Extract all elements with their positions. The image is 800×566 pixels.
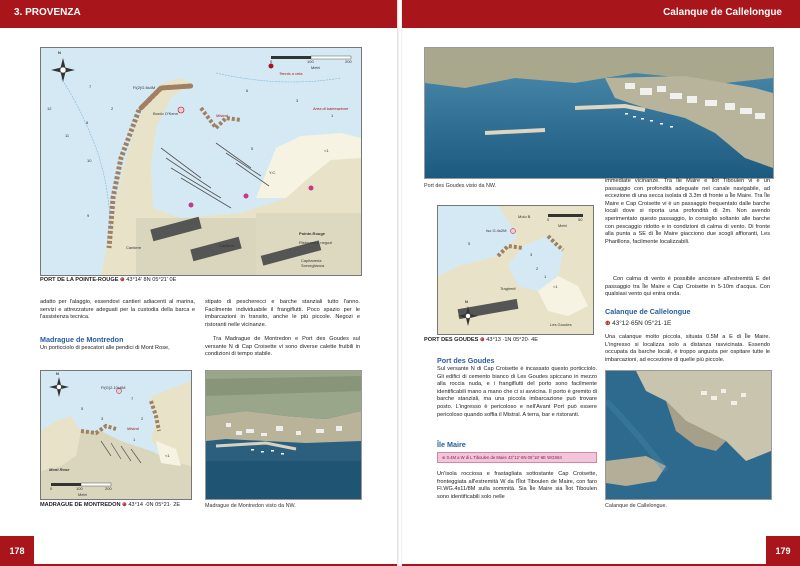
pointe-rouge-label: Pointe-Rouge [299, 231, 325, 236]
map3-caption-name: PORT DES GOUDES [424, 337, 479, 343]
photo-montredon-caption: Madrague de Montredon visto da NW. [205, 503, 296, 509]
section-header-title: Calanque de Callelongue [663, 7, 782, 18]
depth-12: <1 [324, 148, 329, 153]
map3-depth-5: 5 [468, 241, 471, 246]
depth-11: 1 [331, 113, 334, 118]
capitaneria-label: Capitaneria [301, 258, 322, 263]
callelongue-coords-text: 43°12·65N 05°21·1E [612, 320, 672, 327]
right-page-number: 179 [766, 536, 800, 566]
scale-label-200: 200 [345, 59, 352, 64]
photo-montredon [205, 370, 362, 500]
map3-depth-1: 3 [530, 252, 533, 257]
maire-waypoint-box: ⊕ 0.4M a W di L Tiboulen de Maire 43°12'·8N 05°18'·6E WGS84 [437, 452, 597, 463]
map2-depth-6: <1 [165, 453, 170, 458]
map1-caption-name: PORT DE LA POINTE-ROUGE [40, 277, 119, 283]
map-pointe-rouge [40, 47, 362, 276]
map2-scale-unit: Metri [78, 492, 87, 497]
photo-callelongue-caption: Calanque de Callelongue. [605, 503, 668, 509]
photo-goudes-caption: Port des Goudes visto da NW. [424, 183, 497, 189]
traghetti-label: Traghetti [500, 286, 516, 291]
area-label: Area di balneazione [313, 106, 349, 111]
scale-unit: Metri [311, 65, 320, 70]
right-column-text-2: Con calma di vento è possibile ancorare all'estremità E del passaggio tra Île Maire e Cap Croisette in 5-10m d'acqua. Con qualsiasi vento qui entra onda. [605, 276, 770, 298]
section-title-maire: Île Maire [437, 440, 466, 449]
paragraph-2: Un porticciolo di pescatori alle pendici di Mont Rose, [40, 345, 170, 351]
map2-depth-4: 2 [141, 416, 144, 421]
map-port-des-goudes [437, 205, 594, 335]
tennis-label: Tennis a vela [279, 71, 303, 76]
right-header [402, 0, 800, 26]
mistral-label: Mistral [216, 113, 228, 118]
callelongue-coords [605, 319, 671, 327]
map2-depth-1: 5 [81, 406, 84, 411]
column2-text: stipato di pescherecci e barche stanziali tutto l'anno. Facilmente individuabile il frangiflutti. Poco spazio per le imbarcazioni in transito, anche le più piccole. Negozi e ristoranti nelle vicinanze. [205, 299, 360, 328]
ristoranti-label: Ristoranti e negozi [299, 240, 333, 245]
waypoint-icon: ⊕ [479, 337, 485, 343]
map2-mistral-label: Mistral [127, 426, 139, 431]
chapter-title: 3. PROVENZA [14, 7, 81, 18]
depth-1: 2 [111, 106, 114, 111]
cantiere-label: Cantiere [126, 245, 142, 250]
map3-caption-coords: 43°13 ·1N 05°20· 4E [486, 337, 538, 343]
depth-2: 7 [89, 84, 92, 89]
map3-caption [424, 337, 538, 343]
north-label: N [58, 50, 61, 55]
depth-7: 9 [87, 213, 90, 218]
capitaneria2-label: Sorveglianza [301, 263, 325, 268]
depth-8: 6 [246, 88, 249, 93]
section-title-callelongue: Calanque de Callelongue [605, 307, 691, 316]
depth-3: 12 [47, 106, 52, 111]
map2-north-label: N [56, 371, 59, 376]
map3-light-label: Iso G.4s2M [486, 228, 507, 233]
waypoint-icon: ⊕ [119, 277, 125, 283]
photo-montredon-drawing [206, 371, 361, 499]
molo-label: Molo B [518, 214, 531, 219]
scale-label-0: 0 [270, 59, 273, 64]
callelongue-text: Una calanque molto piccola, situata 0.5M a E di Île Maire. L'ingresso si localizza solo a distanza ravvicinata. Essendo occupata da barche locali, è troppo angusta per ospitare tutte le imbarcazioni, ad eccezione di quelle più piccole. [605, 334, 770, 363]
right-column-text: immediate vicinanze. Tra Île Maire e Îlot Tiboulen vi è un passaggio con profondità adeguate nel canale navigabile, ad eccezione di una secca isolata di 3.3m di fronte a Île Maire. Tra Île Maire e Cap Croisette vi è un passaggio frequentato dalle barche locali dove si riporta una profondità di 2m. Non avendo sperimentato questo passaggio, lo consiglio soltanto alle barche con pescaggio ridotto e in condizioni di calma di vento. Di fronte alla punta a SE di Île Maire giacciono due scogli affioranti, Les Pharillons, facilmente localizzabili. [605, 178, 770, 245]
map-montredon [40, 370, 192, 500]
photo-goudes-drawing [425, 48, 773, 178]
map2-light-label: Fl(G)2.10s6M [101, 385, 126, 390]
maire-text: Un'isola rocciosa e frastagliata sottostante Cap Croisette, fronteggiata all'estremità W da l'Îlot Tiboulen de Maire, con faro Fl.WG.4s11/8M sulla sommità. Sia Île Maire sia Îlot Tiboulen sono identificabili solo nelle [437, 471, 597, 500]
photo-callelongue-drawing [606, 371, 771, 499]
map2-depth-2: 7 [131, 396, 134, 401]
section-title-goudes: Port des Goudes [437, 356, 495, 365]
left-header [0, 0, 398, 26]
map-montredon-drawing [41, 371, 191, 499]
map2-caption-name: MADRAGUE DE MONTREDON [40, 502, 121, 508]
map2-scale-200: 200 [105, 486, 112, 491]
depth-6: 10 [87, 158, 92, 163]
photo-port-des-goudes [424, 47, 774, 179]
map3-north-label: N [465, 299, 468, 304]
map2-depth-3: 3 [101, 416, 104, 421]
depth-4: 8 [86, 120, 89, 125]
map-goudes-drawing [438, 206, 593, 334]
column2-text-2: Tra Madrague de Montredon e Port des Goudes sul versante N di Cap Croisette vi sono diverse calette fruibili in condizioni di tempo stabile. [205, 336, 360, 358]
map2-scale-0: 0 [50, 486, 53, 491]
goudes-label: Les Goudes [550, 322, 572, 327]
scale-label-100: 100 [307, 59, 314, 64]
map1-caption [40, 277, 176, 283]
right-header-rule [402, 26, 800, 28]
waypoint-icon: ⊕ [122, 502, 127, 508]
waypoint-icon: ⊕ [605, 320, 611, 327]
map3-scale-unit: Metri [558, 223, 567, 228]
light-label: Fl(2)G.6s4M [133, 85, 156, 90]
map2-depth-5: 1 [133, 437, 136, 442]
mont-rose-label: Mont Rose [49, 467, 70, 472]
map3-depth-2: 2 [536, 266, 539, 271]
map3-scale-50: 50 [578, 217, 583, 222]
cantiere2-label: Cantiere [219, 243, 235, 248]
depth-9: 5 [251, 146, 254, 151]
paragraph-1: adatto per l'alaggio, essendovi cantieri adiacenti al marina, servizi e attrezzature adeguati per la custodia della barca e l'assistenza tecnica. [40, 299, 195, 321]
depth-10: 3 [296, 98, 299, 103]
map2-scale-100: 100 [76, 486, 83, 491]
left-page-number: 178 [0, 536, 34, 566]
map3-depth-3: 1 [544, 274, 547, 279]
goudes-text: Sul versante N di Cap Croisette è incassato questo porticciolo. Gli edifici di cemento bianco di Les Goudes spiccano in mezzo alla roccia nuda, e i frangiflutti del porto sono facilmente identificabili mano a mano che ci si avvicina. Il porto è gremito di barche stanziali, ma una piccola imbarcazione può trovare posto. L'ingresso è pericoloso e nell'Avant Port può essere pericoloso quando soffia il Mistral. A terra, bar e ristoranti. [437, 366, 597, 418]
yc-label: Y.C. [269, 170, 277, 175]
bordo-label: Bordo O'Kenn [153, 111, 179, 116]
map1-caption-coords: 43°14' 8N 05°21' 0E [126, 277, 177, 283]
photo-callelongue [605, 370, 772, 500]
map2-caption-coords: 43°14 ·0N 05°21· 2E [128, 502, 181, 508]
map3-scale-0: 0 [547, 217, 550, 222]
map3-depth-4: <1 [553, 284, 558, 289]
section-title-montredon: Madrague de Montredon [40, 335, 124, 344]
map2-caption [40, 502, 180, 508]
left-header-rule [0, 26, 398, 28]
depth-5: 11 [65, 133, 70, 138]
